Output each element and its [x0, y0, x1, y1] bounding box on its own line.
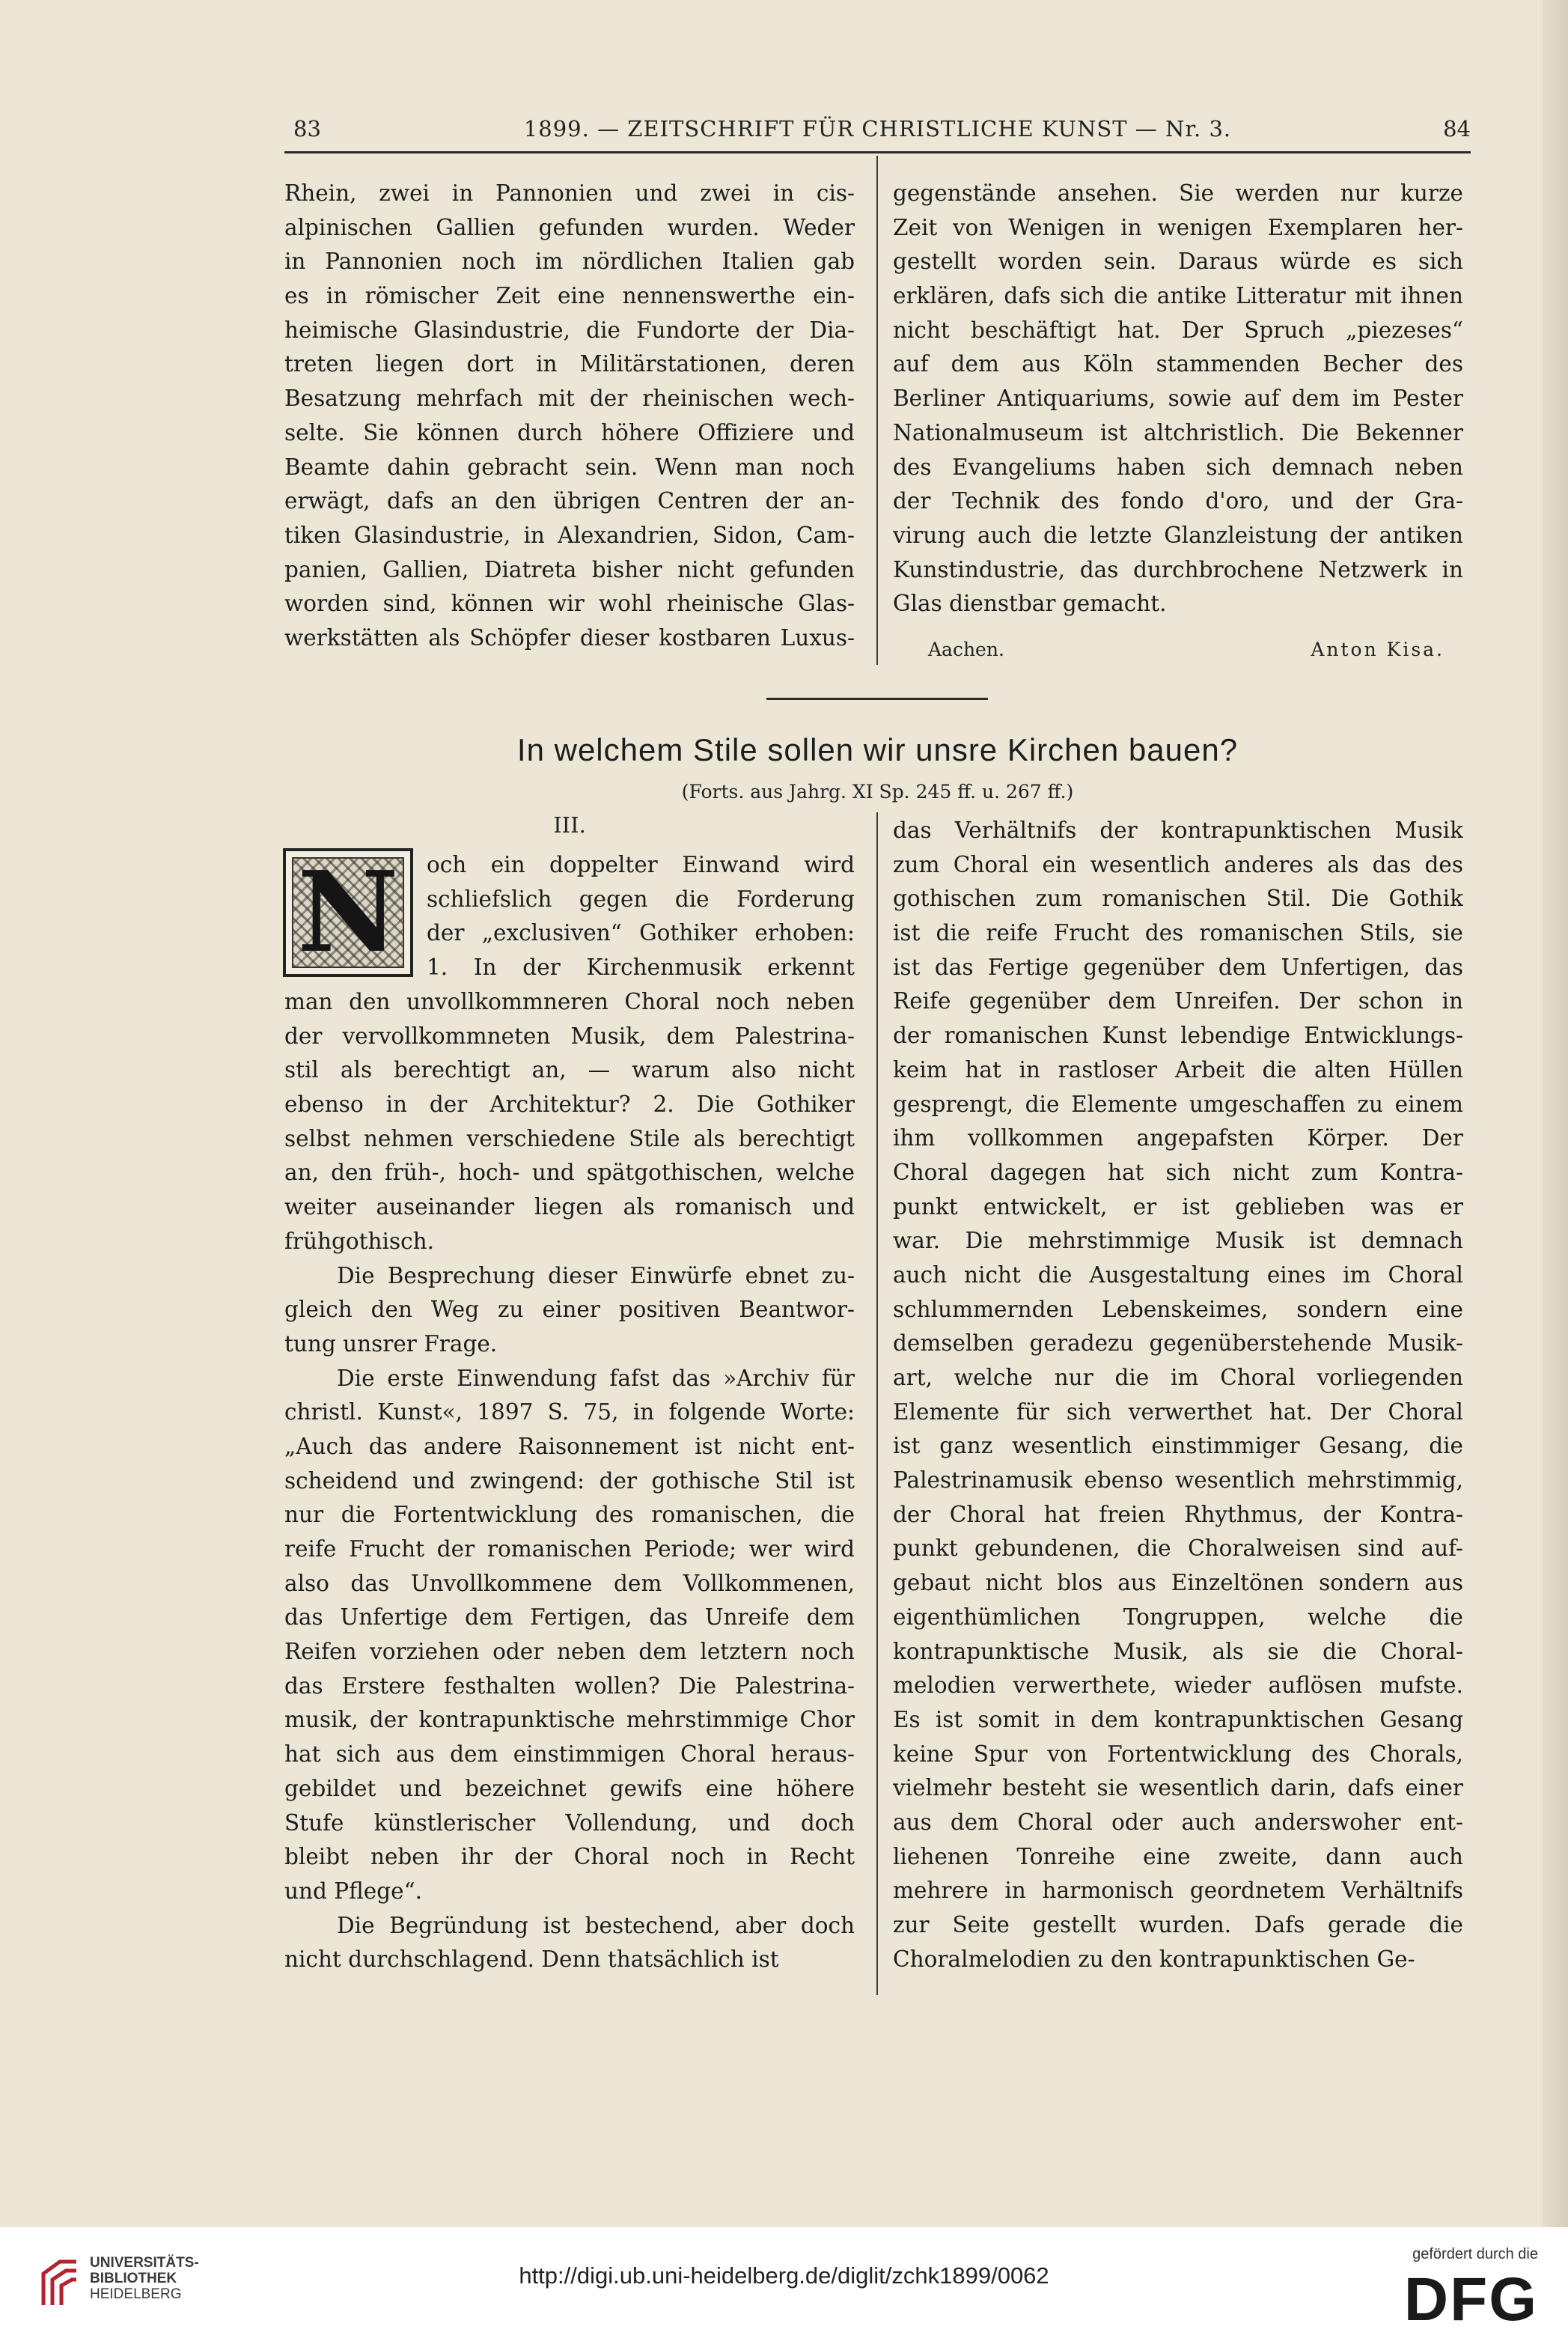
text-line: werkstätten als Schöpfer dieser kostbaren Luxus- — [284, 624, 855, 651]
text-line: panien, Gallien, Diatreta bisher nicht gefunden — [284, 556, 855, 582]
text-line: bleibt neben ihr der Choral noch in Recht — [284, 1844, 855, 1870]
column-divider-bottom — [876, 812, 878, 1995]
text-line: zum Choral ein wesentlich anderes als das des — [893, 851, 1463, 877]
text-line: war. Die mehrstimmige Musik ist demnach — [893, 1228, 1463, 1254]
text-line: selbst nehmen verschiedene Stile als berechtigt — [284, 1125, 855, 1151]
text-line: der Choral hat freien Rhythmus, der Kontra- — [893, 1501, 1463, 1527]
text-line: in Pannonien noch im nördlichen Italien gab — [284, 249, 855, 275]
page-edge — [1543, 0, 1568, 2227]
funding-note: gefördert durch die — [1412, 2246, 1538, 2262]
top-left-column — [284, 177, 855, 656]
text-line: gesprengt, die Elemente umgeschaffen zu einem — [893, 1091, 1463, 1117]
text-line: keine Spur von Fortentwicklung des Chorals, — [893, 1741, 1463, 1767]
signature-place: Aachen. — [928, 639, 1004, 660]
text-line: es in römischer Zeit eine nennenswerthe ein- — [284, 283, 855, 309]
text-line: musik, der kontrapunktische mehrstimmige Chor — [284, 1707, 855, 1733]
text-line: der romanischen Kunst lebendige Entwicklungs- — [893, 1023, 1463, 1049]
text-line: zur Seite gestellt wurden. Dafs gerade die — [893, 1912, 1463, 1937]
text-line: und Pflege“. — [284, 1878, 423, 1904]
dfg-logo: DFG — [1403, 2265, 1538, 2334]
section-divider — [766, 698, 988, 700]
text-line: gebildet und bezeichnet gewifs eine höhere — [284, 1775, 855, 1801]
text-line: Die Begründung ist bestechend, aber doch — [337, 1912, 855, 1938]
text-line: das Erstere festhalten wollen? Die Palestrina- — [284, 1672, 855, 1699]
column-divider-top — [876, 156, 878, 665]
text-line: gothischen zum romanischen Stil. Die Gothik — [893, 886, 1463, 912]
text-line: demselben geradezu gegenüberstehende Musik- — [893, 1330, 1463, 1357]
text-line: melodien verwerthete, wieder auflösen mufste. — [893, 1672, 1463, 1699]
text-line: gegenstände ansehen. Sie werden nur kurze — [893, 180, 1463, 206]
initial-adjacent-lines — [427, 848, 855, 985]
text-line: och ein doppelter Einwand wird — [427, 852, 855, 877]
text-line: Besatzung mehrfach mit der rheinischen wech- — [284, 386, 855, 412]
text-line: aus dem Choral oder auch anderswoher ent- — [893, 1809, 1463, 1835]
text-line: Reifen vorziehen oder neben dem letztern noch — [284, 1639, 855, 1665]
text-line: vielmehr besteht sie wesentlich darin, dafs einer — [893, 1775, 1463, 1801]
article-subtitle: (Forts. aus Jahrg. XI Sp. 245 ff. u. 267 ff.) — [681, 781, 1074, 803]
text-line: liehenen Tonreihe eine zweite, dann auch — [893, 1843, 1463, 1869]
text-line: christl. Kunst«, 1897 S. 75, in folgende Worte: — [284, 1399, 855, 1425]
text-line: des Evangeliums haben sich demnach neben — [893, 454, 1463, 480]
text-line: nicht durchschlagend. Denn thatsächlich ist — [284, 1946, 779, 1973]
text-line: Choralmelodien zu den kontrapunktischen Ge- — [893, 1946, 1415, 1972]
text-line: Stufe künstlerischer Vollendung, und doch — [284, 1809, 855, 1836]
text-line: 1. In der Kirchenmusik erkennt — [427, 955, 855, 981]
initial-letter: N — [297, 847, 399, 977]
text-line: punkt entwickelt, er ist geblieben was er — [893, 1193, 1463, 1220]
text-line: heimische Glasindustrie, die Fundorte der Dia- — [284, 317, 855, 343]
text-line: der vervollkommneten Musik, dem Palestrina- — [284, 1023, 855, 1049]
library-name-line2: BIBLIOTHEK — [90, 2271, 177, 2286]
text-line: frühgothisch. — [284, 1228, 434, 1254]
text-line: tiken Glasindustrie, in Alexandrien, Sidon, Cam- — [284, 522, 855, 548]
text-line: keim hat in rastloser Arbeit die alten Hüllen — [893, 1056, 1463, 1083]
text-line: das Unfertige dem Fertigen, das Unreife dem — [284, 1604, 855, 1631]
article-title: In welchem Stile sollen wir unsre Kirchen bauen? — [516, 732, 1239, 767]
decorated-initial — [283, 848, 413, 977]
text-line: Die erste Einwendung fafst das »Archiv für — [337, 1365, 855, 1391]
text-line: Rhein, zwei in Pannonien und zwei in cis- — [284, 180, 855, 206]
top-right-column — [893, 177, 1463, 621]
text-line: an, den früh-, hoch- und spätgothischen, welche — [284, 1160, 855, 1186]
page-number-left: 83 — [293, 116, 321, 141]
text-line: selte. Sie können durch höhere Offiziere und — [284, 419, 855, 445]
text-line: ihm vollkommen angepafsten Körper. Der — [893, 1125, 1463, 1151]
text-line: eigenthümlichen Tongruppen, welche die — [893, 1604, 1463, 1630]
text-line: stil als berechtigt an, — warum also nicht — [284, 1057, 855, 1083]
text-line: auch nicht die Ausgestaltung eines im Choral — [893, 1261, 1463, 1288]
left-column — [284, 985, 855, 1977]
text-line: nur die Fortentwicklung des romanischen, die — [284, 1502, 855, 1528]
text-line: Kunstindustrie, das durchbrochene Netzwerk in — [893, 556, 1463, 582]
text-line: schlummernden Lebenskeimes, sondern eine — [893, 1296, 1463, 1322]
text-line: gestellt worden sein. Daraus würde es sich — [893, 249, 1463, 275]
text-line: ist das Fertige gegenüber dem Unfertigen, das — [893, 954, 1463, 980]
text-line: worden sind, können wir wohl rheinische Glas- — [284, 591, 855, 617]
text-line: Palestrinamusik ebenso wesentlich mehrstimmig, — [893, 1467, 1463, 1494]
text-line: gleich den Weg zu einer positiven Beantwor- — [284, 1297, 855, 1323]
text-line: Nationalmuseum ist altchristlich. Die Bekenner — [893, 419, 1463, 445]
text-line: ist ganz wesentlich einstimmiger Gesang, die — [893, 1433, 1463, 1459]
text-line: scheidend und zwingend: der gothische Stil ist — [284, 1467, 855, 1494]
text-line: Glas dienstbar gemacht. — [893, 591, 1167, 617]
text-line: das Verhältnifs der kontrapunktischen Musik — [893, 818, 1463, 843]
text-line: schliefslich gegen die Forderung — [427, 886, 855, 912]
library-name-line3: HEIDELBERG — [90, 2286, 182, 2302]
text-line: Beamte dahin gebracht sein. Wenn man noch — [284, 454, 855, 480]
text-line: kontrapunktische Musik, als sie die Choral- — [893, 1638, 1463, 1664]
page-number-right: 84 — [1443, 116, 1471, 141]
text-line: virung auch die letzte Glanzleistung der antiken — [893, 522, 1463, 548]
text-line: erwägt, dafs an den übrigen Centren der an- — [284, 488, 855, 514]
section-number: III. — [553, 812, 586, 838]
text-line: mehrere in harmonisch geordnetem Verhältnifs — [893, 1878, 1463, 1904]
text-line: Es ist somit in dem kontrapunktischen Gesang — [893, 1706, 1463, 1732]
text-line: man den unvollkommneren Choral noch neben — [284, 989, 855, 1014]
text-line: art, welche nur die im Choral vorliegenden — [893, 1365, 1463, 1390]
text-line: nicht beschäftigt hat. Der Spruch „piezeses“ — [893, 317, 1463, 343]
library-name-line1: UNIVERSITÄTS- — [90, 2255, 199, 2271]
text-line: Zeit von Wenigen in wenigen Exemplaren her- — [893, 214, 1463, 240]
text-line: alpinischen Gallien gefunden wurden. Weder — [284, 214, 855, 240]
journal-title: 1899. — ZEITSCHRIFT FÜR CHRISTLICHE KUNST — Nr. 3. — [523, 116, 1232, 141]
text-line: ist die reife Frucht des romanischen Stils, sie — [893, 920, 1463, 946]
text-line: hat sich aus dem einstimmigen Choral heraus- — [284, 1741, 855, 1768]
text-line: der Technik des fondo d'oro, und der Gra- — [893, 488, 1463, 514]
text-line: „Auch das andere Raisonnement ist nicht ent- — [284, 1433, 855, 1459]
text-line: Choral dagegen hat sich nicht zum Kontra- — [893, 1159, 1463, 1185]
signature — [928, 639, 1445, 670]
source-url-link[interactable]: http://digi.ub.uni-heidelberg.de/diglit/zchk1899/0062 — [519, 2262, 1049, 2289]
text-line: Berliner Antiquariums, sowie auf dem im Pester — [893, 386, 1463, 412]
text-line: gebaut nicht blos aus Einzeltönen sondern aus — [893, 1570, 1463, 1596]
text-line: auf dem aus Köln stammenden Becher des — [893, 351, 1463, 377]
text-line: tung unsrer Frage. — [284, 1330, 498, 1357]
text-line: also das Unvollkommene dem Vollkommenen, — [284, 1570, 855, 1596]
text-line: treten liegen dort in Militärstationen, deren — [284, 351, 855, 377]
text-line: reife Frucht der romanischen Periode; wer wird — [284, 1536, 855, 1562]
text-line: Die Besprechung dieser Einwürfe ebnet zu- — [337, 1262, 855, 1288]
text-line: Elemente für sich verwerthet hat. Der Choral — [893, 1398, 1463, 1425]
text-line: der „exclusiven“ Gothiker erhoben: — [427, 920, 855, 946]
signature-author: Anton Kisa. — [1311, 639, 1445, 660]
right-column — [893, 814, 1463, 1976]
running-header — [284, 109, 1471, 153]
text-line: weiter auseinander liegen als romanisch und — [284, 1194, 855, 1220]
text-line: ebenso in der Architektur? 2. Die Gothiker — [284, 1092, 855, 1118]
text-line: Reife gegenüber dem Unreifen. Der schon in — [893, 988, 1463, 1014]
text-line: erklären, dafs sich die antike Litteratur mit ihnen — [893, 283, 1463, 309]
text-line: punkt gebundenen, die Choralweisen sind auf- — [893, 1535, 1463, 1562]
